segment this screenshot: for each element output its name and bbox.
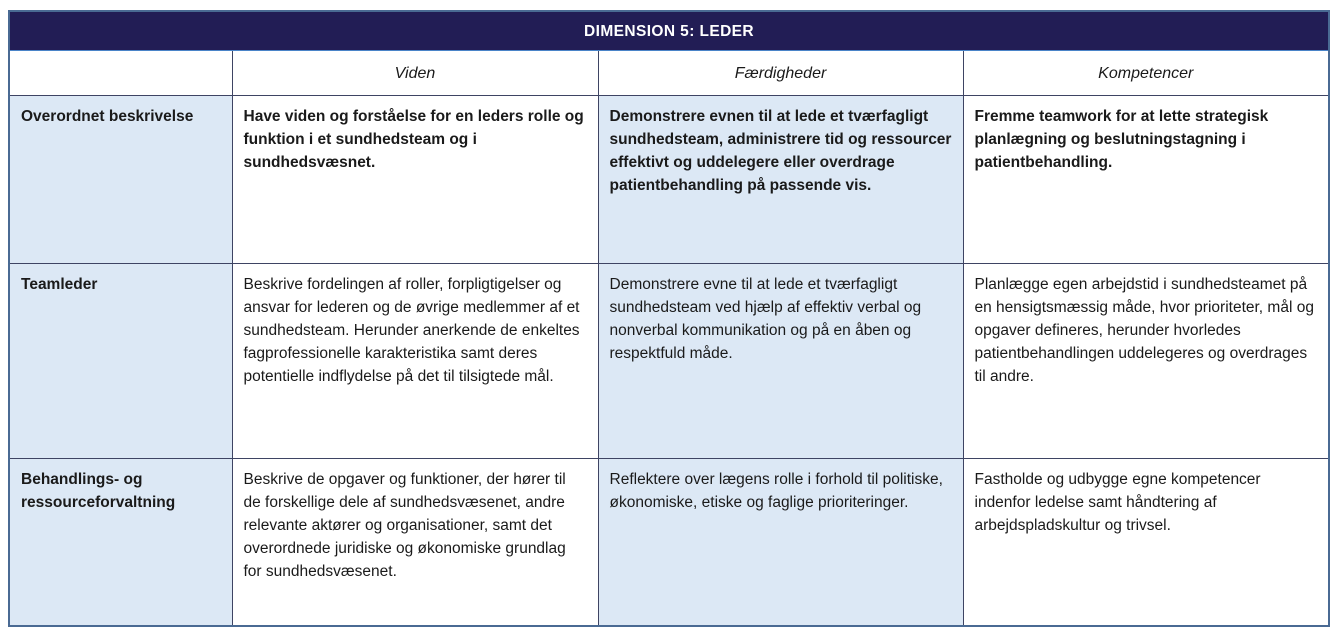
column-header-blank (9, 51, 232, 96)
cell-overordnet-viden: Have viden og forståelse for en leders rolle og funktion i et sundhedsteam og i sundhedsvæsnet. (232, 96, 598, 264)
cell-teamleder-faerdigheder: Demonstrere evne til at lede et tværfagligt sundhedsteam ved hjælp af effektiv verbal og nonverbal kommunikation og på en åben og respektfuld måde. (598, 264, 963, 459)
table-title-row (9, 11, 1329, 51)
table-row-overordnet-beskrivelse (9, 96, 1329, 264)
column-header-faerdigheder: Færdigheder (598, 51, 963, 96)
cell-overordnet-kompetencer: Fremme teamwork for at lette strategisk planlægning og beslutningstagning i patientbehandling. (963, 96, 1329, 264)
column-header-kompetencer: Kompetencer (963, 51, 1329, 96)
cell-overordnet-faerdigheder: Demonstrere evnen til at lede et tværfagligt sundhedsteam, administrere tid og ressourcer effektivt og uddelegere eller overdrage patientbehandling på passende vis. (598, 96, 963, 264)
row-label-behandlings-og-ressourceforvaltning: Behandlings- og ressourceforvaltning (9, 459, 232, 626)
cell-teamleder-viden: Beskrive fordelingen af roller, forpligtigelser og ansvar for lederen og de øvrige medlemmer af et sundhedsteam. Herunder anerkende de enkeltes fagprofessionelle karakteristika samt deres potentielle indflydelse på det til tilsigtede mål. (232, 264, 598, 459)
table-title: DIMENSION 5: LEDER (9, 11, 1329, 51)
column-header-viden: Viden (232, 51, 598, 96)
table-row-behandlings-og-ressourceforvaltning (9, 459, 1329, 626)
dimension-5-leder-table (8, 10, 1330, 627)
cell-teamleder-kompetencer: Planlægge egen arbejdstid i sundhedsteamet på en hensigtsmæssig måde, hvor prioriteter, mål og opgaver defineres, herunder hvorledes patientbehandlingen uddelegeres og overdrages til andre. (963, 264, 1329, 459)
cell-behandlings-viden: Beskrive de opgaver og funktioner, der hører til de forskellige dele af sundhedsvæsenet, andre relevante aktører og organisationer, samt det overordnede juridiske og økonomiske grundlag for sundhedsvæsenet. (232, 459, 598, 626)
cell-behandlings-faerdigheder: Reflektere over lægens rolle i forhold til politiske, økonomiske, etiske og faglige prioriteringer. (598, 459, 963, 626)
table-row-teamleder (9, 264, 1329, 459)
cell-behandlings-kompetencer: Fastholde og udbygge egne kompetencer indenfor ledelse samt håndtering af arbejdspladskultur og trivsel. (963, 459, 1329, 626)
row-label-teamleder: Teamleder (9, 264, 232, 459)
row-label-overordnet-beskrivelse: Overordnet beskrivelse (9, 96, 232, 264)
column-header-row (9, 51, 1329, 96)
